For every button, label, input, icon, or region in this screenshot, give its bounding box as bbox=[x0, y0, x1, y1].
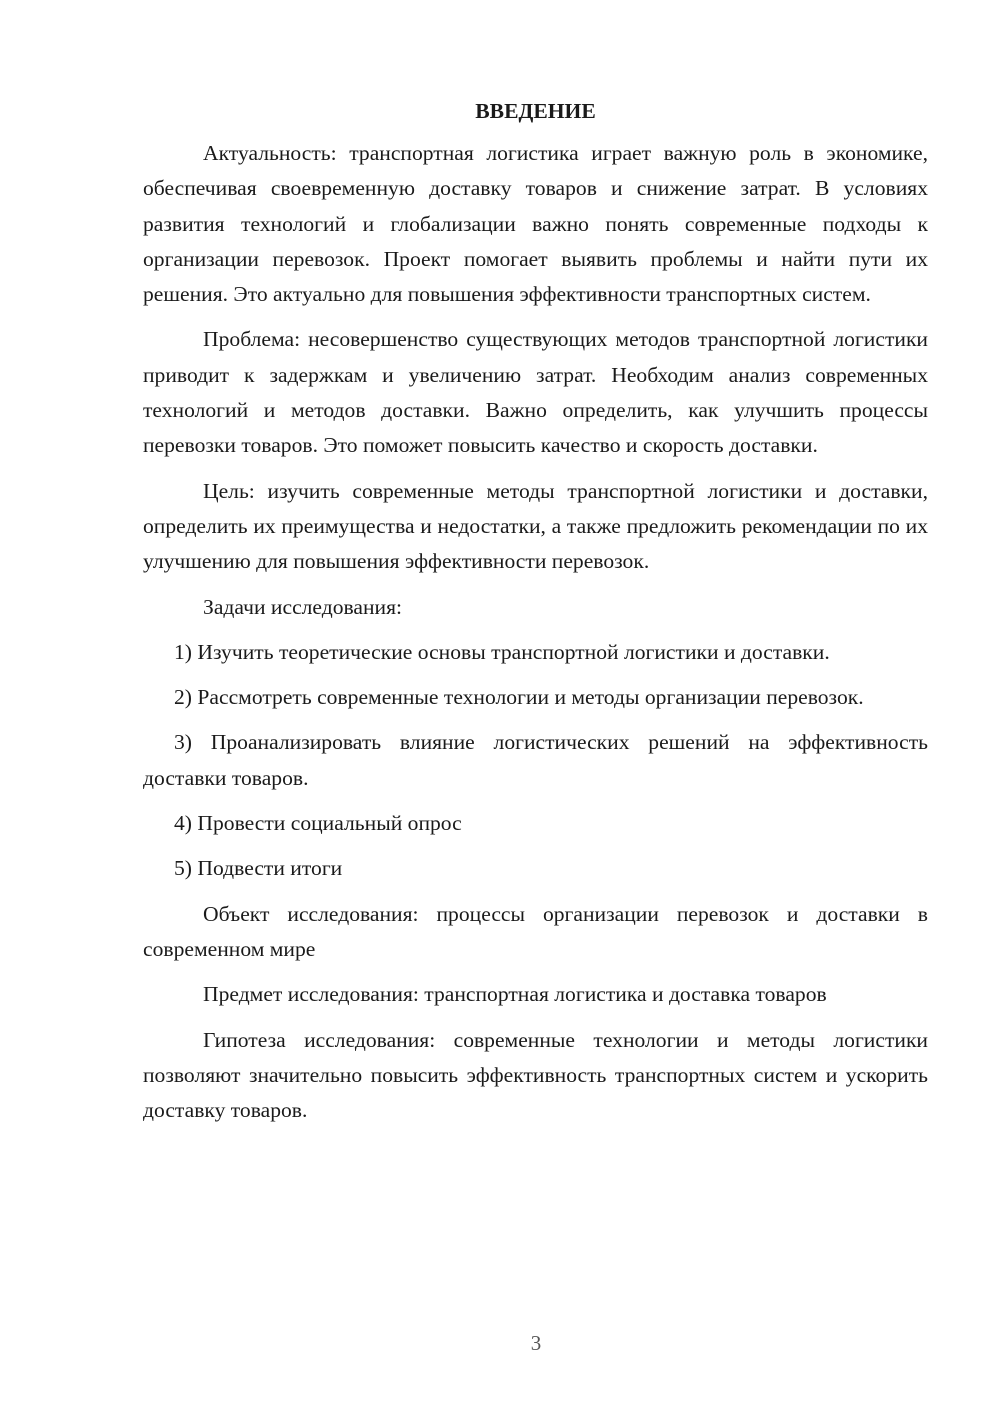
page-title: ВВЕДЕНИЕ bbox=[475, 99, 596, 123]
page-number: 3 bbox=[530, 1331, 542, 1355]
list-item: 3) Проанализировать влияние логистических решений на эффективность доставки товаров. bbox=[143, 730, 928, 790]
hypothesis-paragraph: Гипотеза исследования: современные технологии и методы логистики позволяют значительно повысить эффективность транспортных систем и ускорить доставку товаров. bbox=[143, 1027, 928, 1123]
list-item: 2) Рассмотреть современные технологии и методы организации перевозок. bbox=[174, 685, 864, 710]
problem-paragraph: Проблема: несовершенство существующих методов транспортной логистики приводит к задержкам и увеличению затрат. Необходим анализ современных технологий и методов доставки. Важно определить, как улучшить процессы перевозки товаров. Это поможет повысить качество и скорость доставки. bbox=[143, 327, 928, 458]
object-paragraph: Объект исследования: процессы организации перевозок и доставки в современном мире bbox=[143, 901, 928, 961]
relevance-paragraph: Актуальность: транспортная логистика играет важную роль в экономике, обеспечивая своевременную доставку товаров и снижение затрат. В условиях развития технологий и глобализации важно понять современные подходы к организации перевозок. Проект помогает выявить проблемы и найти пути их решения. Это актуально для повышения эффективности транспортных систем. bbox=[143, 141, 928, 307]
tasks-heading: Задачи исследования: bbox=[203, 594, 403, 619]
list-item: 4) Провести социальный опрос bbox=[174, 811, 462, 836]
tasks-list bbox=[143, 635, 928, 887]
document-page bbox=[143, 92, 928, 1138]
subject-paragraph: Предмет исследования: транспортная логистика и доставка товаров bbox=[203, 982, 827, 1007]
list-item: 5) Подвести итоги bbox=[174, 856, 343, 881]
list-item: 1) Изучить теоретические основы транспортной логистики и доставки. bbox=[174, 639, 830, 664]
goal-paragraph: Цель: изучить современные методы транспортной логистики и доставки, определить их преимущества и недостатки, а также предложить рекомендации по их улучшению для повышения эффективности перевозок. bbox=[143, 478, 928, 574]
